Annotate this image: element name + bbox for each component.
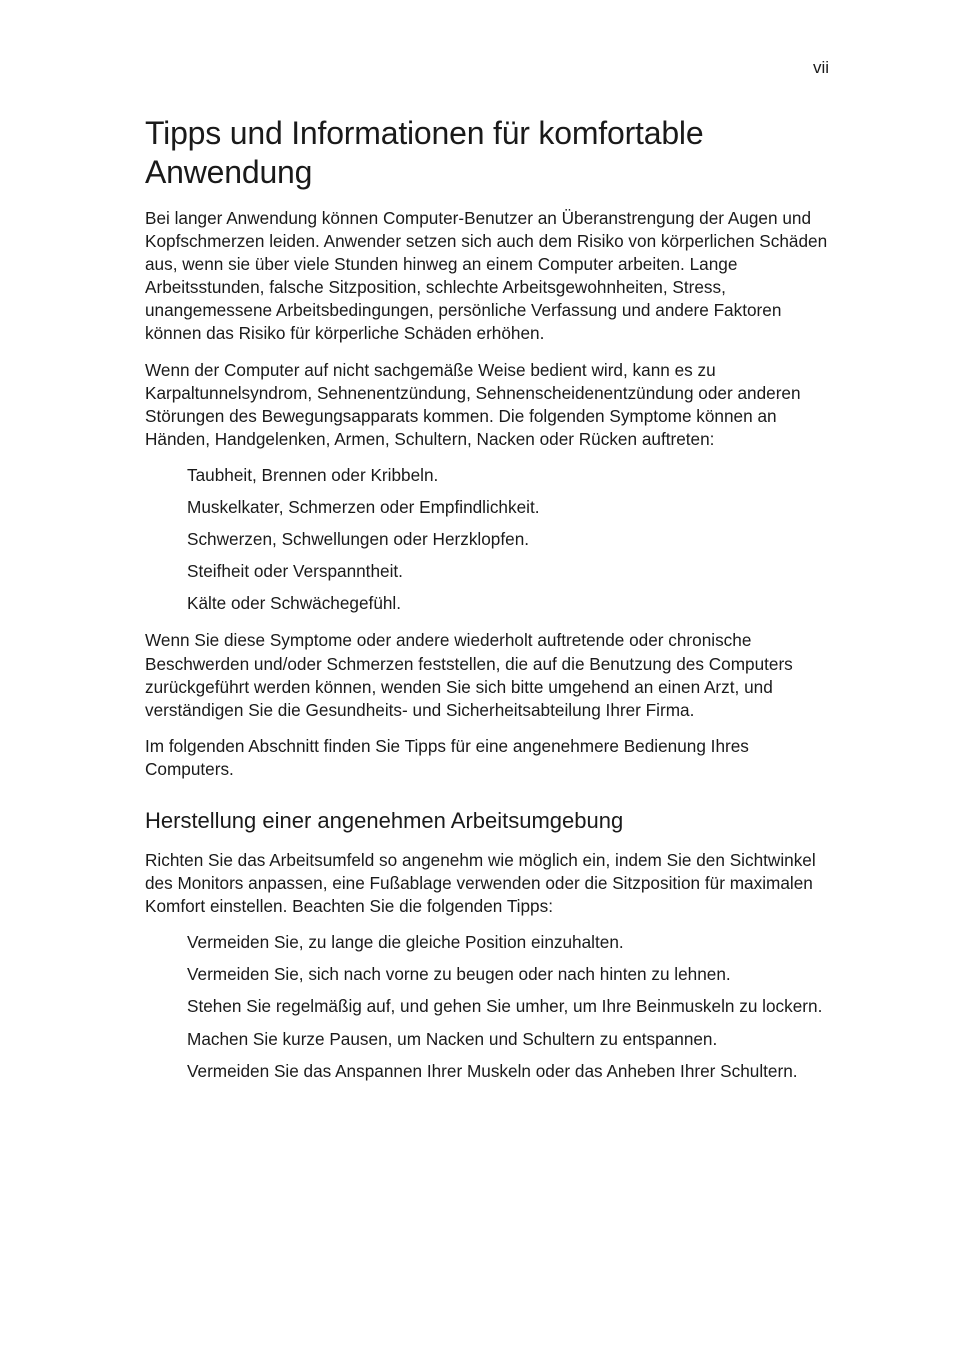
document-body [145,114,835,1097]
symptom-item: Muskelkater, Schmerzen oder Empfindlichkeit. [187,497,540,518]
section-paragraph-1: Richten Sie das Arbeitsumfeld so angenehm wie möglich ein, indem Sie den Sichtwinkel des Monitors anpassen, eine Fußablage verwenden oder die Sitzposition für maximalen Komfort einstellen. Beachten Sie die folgenden Tipps: [145,849,816,917]
tip-item: Vermeiden Sie, sich nach vorne zu beugen oder nach hinten zu lehnen. [187,964,731,985]
page-number: vii [812,58,829,77]
intro-paragraph-1: Bei langer Anwendung können Computer-Benutzer an Überanstrengung der Augen und Kopfschmerzen leiden. Anwender setzen sich auch dem Risiko von körperlichen Schäden aus, wenn sie über viele Stunden hinweg an einem Computer arbeiten. Lange Arbeitsstunden, falsche Sitzposition, schlechte Arbeitsgewohnheiten, Stress, unangemessene Arbeitsbedingungen, persönliche Verfassung und andere Faktoren können das Risiko für körperliche Schäden erhöhen. [145,208,828,344]
page-title: Tipps und Informationen für komfortable Anwendung [145,115,704,190]
symptom-list [145,464,835,615]
symptom-item: Steifheit oder Verspanntheit. [187,561,403,582]
intro-paragraph-3: Wenn Sie diese Symptome oder andere wiederholt auftretende oder chronische Beschwerden und/oder Schmerzen feststellen, die auf die Benutzung des Computers zurückgeführt werden können, wenden Sie sich bitte umgehend an einen Arzt, und verständigen Sie die Gesundheits- und Sicherheitsabteilung Ihrer Firma. [145,630,793,720]
symptom-item: Taubheit, Brennen oder Kribbeln. [187,464,439,485]
tip-item: Vermeiden Sie, zu lange die gleiche Position einzuhalten. [187,932,624,953]
tip-item: Vermeiden Sie das Anspannen Ihrer Muskeln oder das Anheben Ihrer Schultern. [187,1060,798,1081]
symptom-item: Schwerzen, Schwellungen oder Herzklopfen. [187,529,530,550]
tip-item: Machen Sie kurze Pausen, um Nacken und Schultern zu entspannen. [187,1028,718,1049]
tip-item: Stehen Sie regelmäßig auf, und gehen Sie umher, um Ihre Beinmuskeln zu lockern. [187,996,823,1017]
symptom-item: Kälte oder Schwächegefühl. [187,593,402,614]
intro-paragraph-2: Wenn der Computer auf nicht sachgemäße Weise bedient wird, kann es zu Karpaltunnelsyndrom, Sehnenentzündung, Sehnenscheidenentzündung oder anderen Störungen des Bewegungsapparats kommen. Die folgenden Symptome können an Händen, Handgelenken, Armen, Schultern, Nacken oder Rücken auftreten: [145,359,801,449]
intro-paragraph-4: Im folgenden Abschnitt finden Sie Tipps für eine angenehmere Bedienung Ihres Computers. [145,735,749,779]
tips-list [145,931,835,1082]
section-heading: Herstellung einer angenehmen Arbeitsumgebung [145,807,624,833]
